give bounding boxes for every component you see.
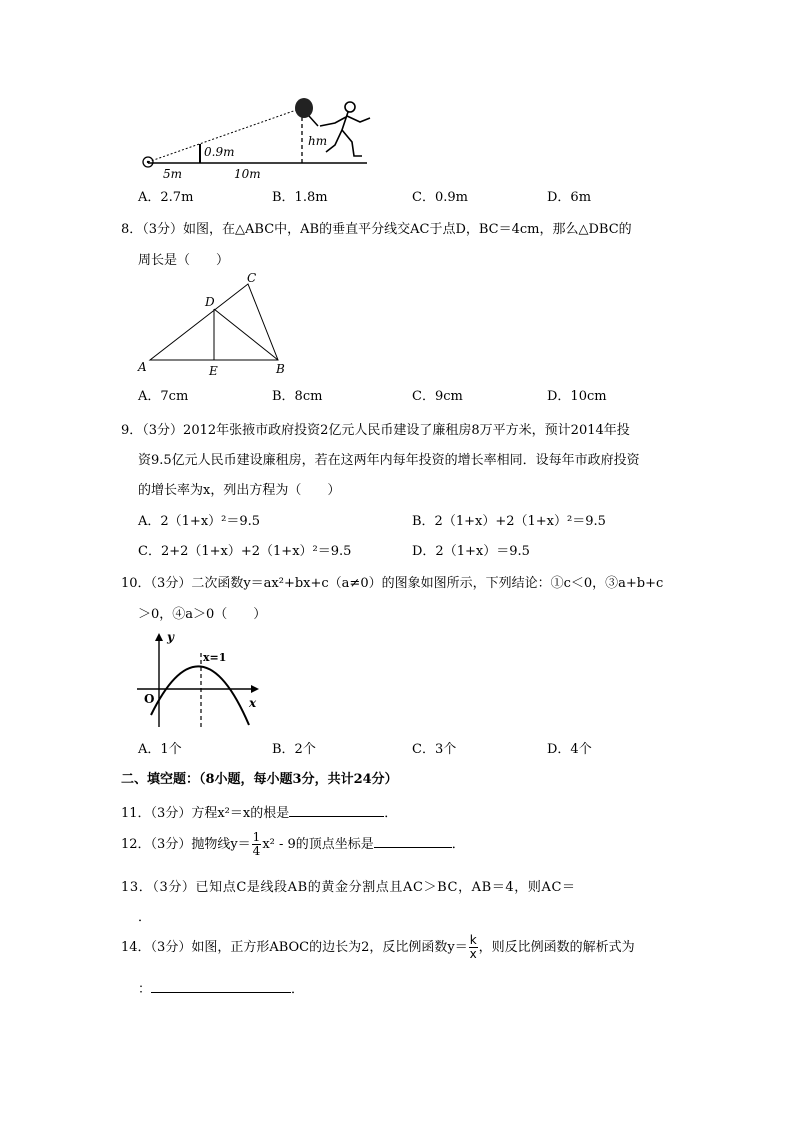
q11-end: ．: [384, 806, 398, 821]
q11-answer-blank[interactable]: [289, 804, 384, 817]
q12-end: ．: [451, 837, 465, 852]
label-10m: 10m: [234, 167, 261, 181]
q9-option-b[interactable]: B．2（1+x）+2（1+x）²＝9.5: [412, 514, 606, 529]
q11-stem: 11．（3分）方程x²＝x的根是: [121, 806, 290, 821]
label-5m: 5m: [163, 167, 183, 181]
tennis-figure: [130, 90, 390, 185]
q13-stem-line1: 13．（3分）已知点C是线段AB的黄金分割点且AC＞BC，AB＝4，则AC＝: [121, 880, 576, 895]
q10-option-c[interactable]: C．3个: [412, 742, 457, 757]
q12-answer-blank[interactable]: [374, 835, 452, 848]
q14-line2: [138, 978, 304, 997]
q14-numerator: k: [469, 933, 477, 947]
q12-fraction: [252, 831, 262, 858]
label-e: E: [209, 364, 218, 378]
q10-stem-line2: ＞0，④a＞0（ ）: [138, 607, 267, 622]
q10-option-b[interactable]: B．2个: [272, 742, 316, 757]
label-b: B: [276, 362, 285, 376]
q14-denominator: x: [469, 947, 477, 961]
q8-stem-line2: 周长是（ ）: [138, 253, 230, 268]
q12-stem: 12．（3分）抛物线y＝: [121, 837, 251, 852]
q7-option-c[interactable]: C．0.9m: [412, 190, 468, 205]
q12-numerator: 1: [252, 830, 261, 844]
q12-denominator: 4: [252, 844, 261, 858]
q9-option-d[interactable]: D．2（1+x）＝9.5: [412, 544, 530, 559]
q12-stem-rest: x² - 9的顶点坐标是: [262, 837, 374, 852]
q14-stem: 14．（3分）如图，正方形ABOC的边长为2，反比例函数y＝: [121, 940, 468, 955]
q7-option-b[interactable]: B．1.8m: [272, 190, 328, 205]
q9-stem-line2: 资9.5亿元人民币建设廉租房，若在这两年内每年投资的增长率相同．设每年市政府投资: [138, 453, 640, 468]
q10-option-d[interactable]: D．4个: [547, 742, 592, 757]
q14-colon: ：: [138, 982, 152, 997]
q7-option-a[interactable]: A．2.7m: [138, 190, 194, 205]
parabola-curve: [151, 666, 249, 725]
label-c: C: [247, 271, 257, 285]
label-x-eq-1: x=1: [203, 651, 227, 664]
label-origin: O: [144, 692, 155, 706]
label-a: A: [138, 360, 147, 374]
q10-stem-line1: 10．（3分）二次函数y＝ax²+bx+c（a≠0）的图象如图所示，下列结论：①c＜0，③a+b+c: [121, 576, 664, 591]
racket-icon: [295, 98, 313, 118]
section-title: 二、填空题：（8小题，每小题3分，共计24分）: [121, 772, 398, 787]
q8-option-a[interactable]: A．7cm: [138, 389, 189, 404]
triangle-figure: [135, 268, 295, 378]
q11: [121, 802, 397, 821]
q12: [121, 828, 465, 862]
q8-option-b[interactable]: B．8cm: [272, 389, 323, 404]
label-d: D: [205, 295, 215, 309]
q14-stem-rest: ，则反比例函数的解析式为: [478, 940, 635, 955]
q9-option-a[interactable]: A．2（1+x）²＝9.5: [138, 514, 261, 529]
q7-option-d[interactable]: D．6m: [547, 190, 592, 205]
label-09m: 0.9m: [204, 145, 235, 159]
q8-option-d[interactable]: D．10cm: [547, 389, 607, 404]
q14-end: ．: [291, 982, 305, 997]
q10-option-a[interactable]: A．1个: [138, 742, 182, 757]
parabola-figure: [135, 627, 270, 732]
label-x: x: [249, 696, 257, 710]
q14: [121, 928, 635, 968]
q9-stem-line3: 的增长率为x，列出方程为（ ）: [138, 483, 341, 498]
label-hm: hm: [308, 134, 328, 148]
player-icon: [320, 102, 370, 156]
q8-option-c[interactable]: C．9cm: [412, 389, 463, 404]
q9-option-c[interactable]: C．2+2（1+x）+2（1+x）²＝9.5: [138, 544, 352, 559]
q14-fraction: [469, 934, 478, 961]
label-y: y: [167, 630, 174, 644]
q9-stem-line1: 9．（3分）2012年张掖市政府投资2亿元人民币建设了廉租房8万平方米，预计2014年投: [121, 423, 630, 438]
q14-answer-blank[interactable]: [151, 980, 291, 993]
q8-stem-line1: 8．（3分）如图，在△ABC中，AB的垂直平分线交AC于点D，BC＝4cm，那么△DBC的: [121, 222, 632, 237]
q13-stem-line2: ．: [138, 910, 152, 925]
